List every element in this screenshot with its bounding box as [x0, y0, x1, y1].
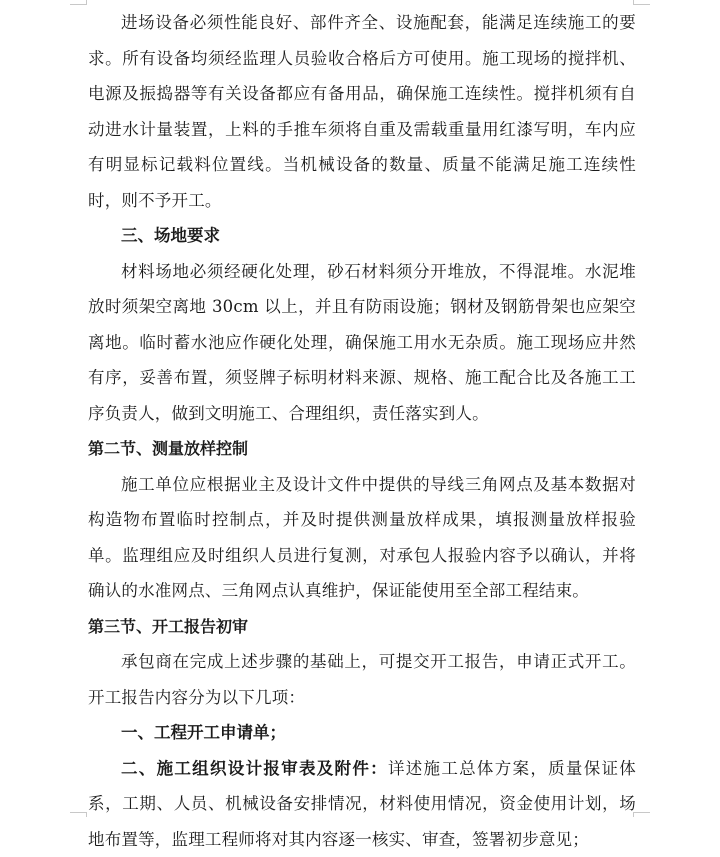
- list-item-construction-plan: [88, 751, 636, 857]
- paragraph-site: 材料场地必须经硬化处理，砂石材料须分开堆放，不得混堆。水泥堆放时须架空离地 30cm 以上，并且有防雨设施；钢材及钢筋骨架也应架空离地。临时蓄水池应作硬化处理，确保施工用水无杂质。施工现场应井然有序，妥善布置，须竖牌子标明材料来源、规格、施工配合比及各施工工序负责人，做到文明施工、合理组织，责任落实到人。: [88, 254, 636, 432]
- list-item-construction-plan-body: 详述施工总体方案，质量保证体系，工期、人员、机械设备安排情况，材料使用情况，资金使用计划，场地布置等，监理工程师将对其内容逐一核实、审查，签署初步意见；: [88, 759, 636, 849]
- page-corner-mark-bottom-left: [70, 812, 87, 817]
- paragraph-start-report: 承包商在完成上述步骤的基础上，可提交开工报告，申请正式开工。开工报告内容分为以下几项：: [88, 644, 636, 715]
- document-body: [88, 5, 636, 857]
- list-item-construction-plan-lead: 二、施工组织设计报审表及附件：: [121, 759, 388, 778]
- paragraph-survey: 施工单位应根据业主及设计文件中提供的导线三角网点及基本数据对构造物布置临时控制点，并及时提供测量放样成果，填报测量放样报验单。监理组应及时组织人员进行复测，对承包人报验内容予以确认，并将确认的水准网点、三角网点认真维护，保证能使用至全部工程结束。: [88, 467, 636, 609]
- heading-site-requirements: 三、场地要求: [88, 218, 636, 254]
- section-heading-survey: 第二节、测量放样控制: [88, 431, 636, 467]
- list-item-application-form: 一、工程开工申请单；: [88, 715, 636, 751]
- section-heading-start-report: 第三节、开工报告初审: [88, 609, 636, 645]
- page-corner-mark-top-left: [70, 0, 87, 5]
- paragraph-equipment: 进场设备必须性能良好、部件齐全、设施配套，能满足连续施工的要求。所有设备均须经监理人员验收合格后方可使用。施工现场的搅拌机、电源及振捣器等有关设备都应有备用品，确保施工连续性。搅拌机须有自动进水计量装置，上料的手推车须将自重及需载重量用红漆写明，车内应有明显标记载料位置线。当机械设备的数量、质量不能满足施工连续性时，则不予开工。: [88, 5, 636, 218]
